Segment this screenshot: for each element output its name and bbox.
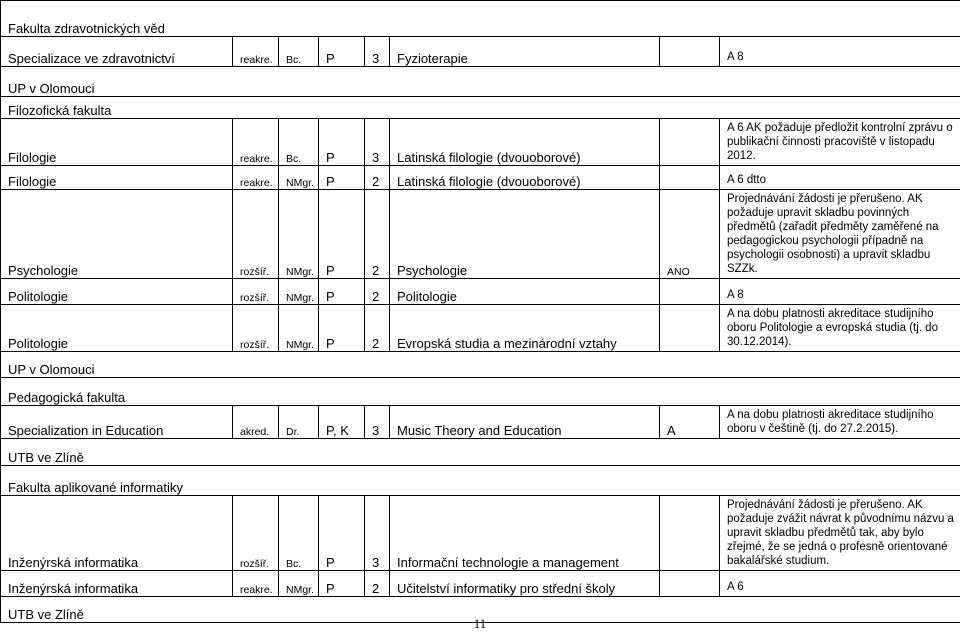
cell-vysledek: A 8 xyxy=(720,37,960,67)
cell-obor: Inženýrská informatika xyxy=(1,496,233,571)
table-row xyxy=(1,1,960,37)
cell-nazev: Psychologie xyxy=(390,190,660,279)
cell-obor: Specialization in Education xyxy=(1,406,233,439)
table-row xyxy=(1,439,960,466)
table-row xyxy=(1,279,960,305)
table-row xyxy=(1,119,960,166)
cell-obor: Inženýrská informatika xyxy=(1,571,233,597)
cell-delka: 2 xyxy=(365,166,390,190)
cell-nazev: Politologie xyxy=(390,279,660,305)
cell-forma: P xyxy=(319,190,365,279)
cell-vysledek: A 8 xyxy=(720,279,960,305)
cell-typ-studia: Bc. xyxy=(279,119,319,166)
table-row xyxy=(1,571,960,597)
cell-vysledek: A na dobu platnosti akreditace studijního oboru v češtině (tj. do 27.2.2015). xyxy=(720,406,960,439)
cell-obor: Politologie xyxy=(1,305,233,352)
cell-vysledek: A 6 xyxy=(720,571,960,597)
cell-nazev: Učitelství informatiky pro střední školy xyxy=(390,571,660,597)
cell-forma: P xyxy=(319,279,365,305)
cell-flag xyxy=(660,571,720,597)
cell-flag xyxy=(660,305,720,352)
table-row xyxy=(1,305,960,352)
cell-typ-zadosti: rozšíř. xyxy=(233,496,279,571)
table-row xyxy=(1,496,960,571)
cell-nazev: Evropská studia a mezinárodní vztahy xyxy=(390,305,660,352)
cell-obor: Filologie xyxy=(1,166,233,190)
cell-typ-studia: NMgr. xyxy=(279,279,319,305)
cell-delka: 2 xyxy=(365,279,390,305)
table-row xyxy=(1,67,960,97)
cell-flag xyxy=(660,37,720,67)
cell-delka: 2 xyxy=(365,571,390,597)
cell-nazev: Latinská filologie (dvouoborové) xyxy=(390,119,660,166)
cell-delka: 2 xyxy=(365,190,390,279)
cell-delka: 3 xyxy=(365,37,390,67)
page-number: 11 xyxy=(0,616,960,632)
cell-nazev: Fyzioterapie xyxy=(390,37,660,67)
cell-typ-studia: NMgr. xyxy=(279,305,319,352)
table-row xyxy=(1,378,960,406)
cell-forma: P xyxy=(319,571,365,597)
cell-typ-zadosti: rozšíř. xyxy=(233,305,279,352)
cell-typ-zadosti: akred. xyxy=(233,406,279,439)
cell-typ-zadosti: reakre. xyxy=(233,37,279,67)
section-header: Pedagogická fakulta xyxy=(1,378,960,406)
cell-forma: P, K xyxy=(319,406,365,439)
cell-obor: Filologie xyxy=(1,119,233,166)
cell-obor: Specializace ve zdravotnictví xyxy=(1,37,233,67)
cell-obor: Politologie xyxy=(1,279,233,305)
table-row xyxy=(1,466,960,496)
table-row xyxy=(1,352,960,378)
cell-typ-studia: NMgr. xyxy=(279,571,319,597)
cell-typ-zadosti: reakre. xyxy=(233,119,279,166)
cell-forma: P xyxy=(319,166,365,190)
cell-forma: P xyxy=(319,496,365,571)
cell-delka: 3 xyxy=(365,496,390,571)
section-header: Fakulta zdravotnických věd xyxy=(1,1,960,37)
table-row xyxy=(1,166,960,190)
cell-typ-studia: Bc. xyxy=(279,496,319,571)
cell-typ-studia: Bc. xyxy=(279,37,319,67)
cell-typ-zadosti: reakre. xyxy=(233,571,279,597)
section-header: UP v Olomouci xyxy=(1,67,960,97)
cell-vysledek: A 6 AK požaduje předložit kontrolní zprávu o publikační činnosti pracoviště v listopadu 2012. xyxy=(720,119,960,166)
cell-delka: 3 xyxy=(365,119,390,166)
table-row xyxy=(1,190,960,279)
section-header: UTB ve Zlíně xyxy=(1,597,960,623)
section-header: Fakulta aplikované informatiky xyxy=(1,466,960,496)
cell-forma: P xyxy=(319,37,365,67)
cell-typ-zadosti: reakre. xyxy=(233,166,279,190)
cell-typ-studia: Dr. xyxy=(279,406,319,439)
cell-vysledek: A 6 dtto xyxy=(720,166,960,190)
cell-flag xyxy=(660,119,720,166)
cell-forma: P xyxy=(319,305,365,352)
cell-flag: A xyxy=(660,406,720,439)
cell-vysledek: A na dobu platnosti akreditace studijního oboru Politologie a evropská studia (tj. do 30.12.2014). xyxy=(720,305,960,352)
table-row xyxy=(1,37,960,67)
cell-flag xyxy=(660,496,720,571)
section-header: Filozofická fakulta xyxy=(1,97,960,119)
cell-nazev: Informační technologie a management xyxy=(390,496,660,571)
cell-vysledek: Projednávání žádosti je přerušeno. AK požaduje zvážit návrat k původnímu názvu a upravit skladbu předmětů tak, aby bylo zřejmé, že se jedná o profesně orientované bakalářské studium. xyxy=(720,496,960,571)
cell-delka: 3 xyxy=(365,406,390,439)
table-row xyxy=(1,406,960,439)
cell-nazev: Latinská filologie (dvouoborové) xyxy=(390,166,660,190)
cell-delka: 2 xyxy=(365,305,390,352)
cell-flag xyxy=(660,166,720,190)
cell-obor: Psychologie xyxy=(1,190,233,279)
section-header: UTB ve Zlíně xyxy=(1,439,960,466)
cell-typ-studia: NMgr. xyxy=(279,190,319,279)
cell-typ-zadosti: rozšíř. xyxy=(233,190,279,279)
cell-vysledek: Projednávání žádosti je přerušeno. AK požaduje upravit skladbu povinných předmětů (zařadit předměty zaměřené na pedagogickou psychologii případně na psychologii osobnosti) a upravit skladbu SZZk. xyxy=(720,190,960,279)
cell-typ-studia: NMgr. xyxy=(279,166,319,190)
cell-forma: P xyxy=(319,119,365,166)
cell-typ-zadosti: rozšíř. xyxy=(233,279,279,305)
table-row xyxy=(1,97,960,119)
section-header: UP v Olomouci xyxy=(1,352,960,378)
cell-nazev: Music Theory and Education xyxy=(390,406,660,439)
cell-flag: ANO xyxy=(660,190,720,279)
cell-flag xyxy=(660,279,720,305)
